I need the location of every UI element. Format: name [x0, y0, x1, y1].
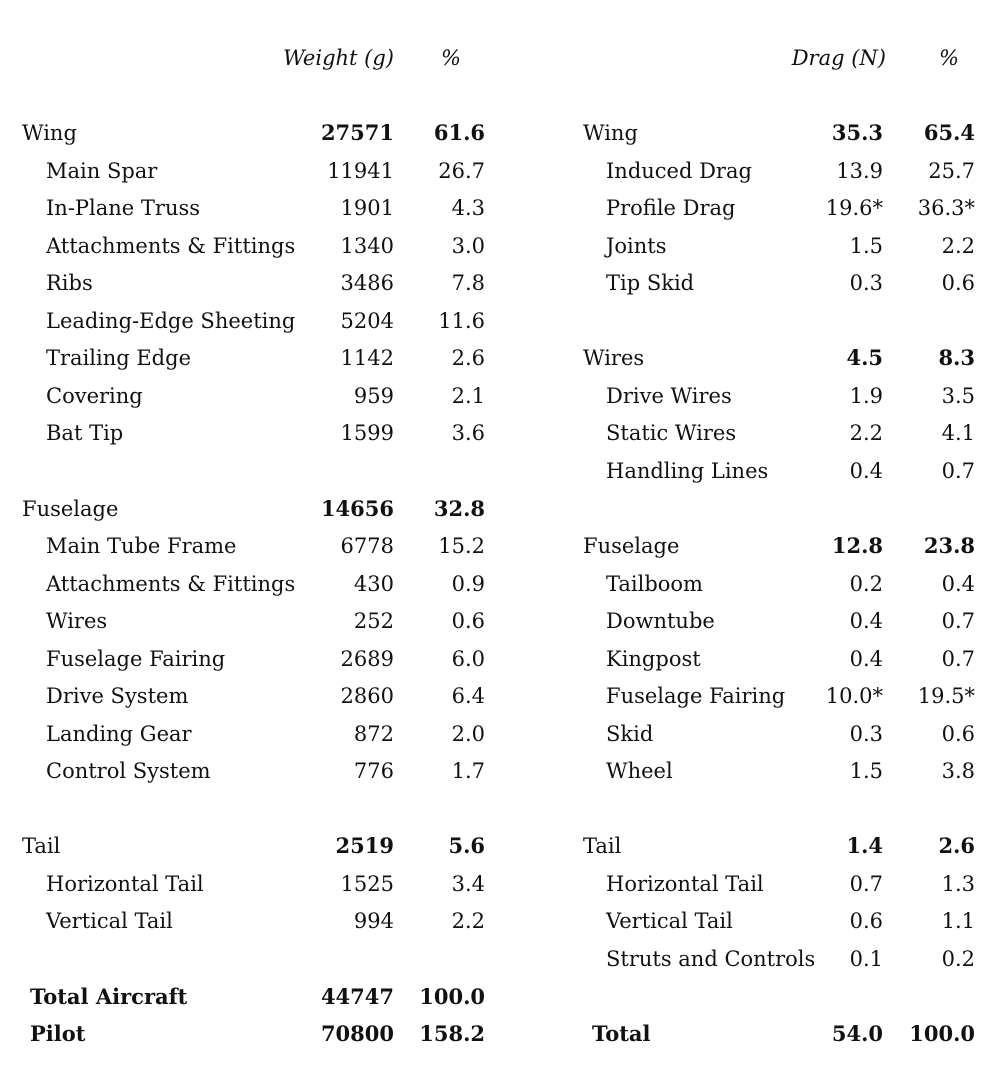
drag-row-value: 0.6	[849, 909, 883, 933]
drag-row-label: Induced Drag	[606, 159, 752, 183]
drag-row-percent: 8.3	[938, 345, 975, 370]
drag-row-percent: 3.8	[941, 759, 975, 783]
drag-row-percent: 0.2	[941, 947, 975, 971]
weight-row-value: 1340	[340, 234, 394, 258]
drag-row-value: 0.3	[849, 271, 883, 295]
weight-row-label: Fuselage	[22, 497, 119, 521]
drag-row-label: Fuselage	[583, 534, 680, 558]
weight-value-header: Weight (g)	[283, 46, 394, 70]
weight-row-value: 6778	[340, 534, 394, 558]
weight-row-label: Trailing Edge	[46, 346, 192, 370]
drag-row-percent: 36.3*	[917, 196, 975, 220]
drag-row-value: 0.2	[849, 572, 883, 596]
drag-row-percent: 0.7	[941, 459, 975, 483]
weight-row-value: 872	[353, 722, 394, 746]
weight-row-label: Horizontal Tail	[46, 872, 204, 896]
drag-row-percent: 4.1	[941, 421, 975, 445]
weight-row-label: Main Spar	[46, 159, 158, 183]
weight-row-percent: 6.0	[451, 647, 485, 671]
weight-row-label: Tail	[22, 834, 61, 858]
weight-row-label: Total Aircraft	[30, 984, 188, 1009]
drag-row-label: Static Wires	[606, 421, 737, 445]
weight-row-value: 5204	[340, 309, 394, 333]
drag-row-percent: 23.8	[923, 533, 975, 558]
drag-row-percent: 0.6	[941, 722, 975, 746]
drag-row-percent: 100.0	[909, 1021, 975, 1046]
weight-row-label: In-Plane Truss	[46, 196, 201, 220]
weight-row-value: 70800	[320, 1021, 394, 1046]
drag-row-percent: 0.7	[941, 609, 975, 633]
weight-row-percent: 7.8	[451, 271, 485, 295]
weight-row-percent: 3.4	[451, 872, 485, 896]
drag-row-label: Drive Wires	[606, 384, 732, 408]
weight-row-percent: 2.6	[451, 346, 485, 370]
weight-row-value: 994	[353, 909, 394, 933]
drag-row-percent: 3.5	[941, 384, 975, 408]
drag-row-percent: 0.7	[941, 647, 975, 671]
drag-row-value: 1.4	[846, 833, 883, 858]
drag-row-label: Tip Skid	[606, 271, 695, 295]
weight-row-value: 11941	[327, 159, 394, 183]
weight-row-percent: 11.6	[438, 309, 485, 333]
drag-row-label: Skid	[606, 722, 654, 746]
weight-row-value: 959	[353, 384, 394, 408]
weight-row-label: Covering	[46, 384, 143, 408]
weight-row-percent: 32.8	[433, 496, 485, 521]
weight-row-percent: 5.6	[448, 833, 485, 858]
weight-row-label: Wires	[46, 609, 108, 633]
drag-row-label: Tail	[583, 834, 622, 858]
drag-row-value: 1.9	[849, 384, 883, 408]
drag-row-percent: 1.1	[941, 909, 975, 933]
weight-percent-header: %	[441, 46, 461, 70]
drag-row-label: Downtube	[606, 609, 715, 633]
weight-row-label: Leading-Edge Sheeting	[46, 309, 296, 333]
drag-row-value: 54.0	[831, 1021, 883, 1046]
weight-row-label: Control System	[46, 759, 211, 783]
drag-row-value: 0.7	[849, 872, 883, 896]
drag-row-label: Wheel	[606, 759, 673, 783]
weight-row-percent: 15.2	[438, 534, 485, 558]
drag-row-percent: 25.7	[928, 159, 975, 183]
drag-row-label: Profile Drag	[606, 196, 736, 220]
drag-row-value: 35.3	[831, 120, 883, 145]
weight-row-percent: 2.2	[451, 909, 485, 933]
drag-row-value: 0.4	[849, 609, 883, 633]
weight-row-value: 44747	[320, 984, 394, 1009]
drag-row-label: Total	[592, 1021, 651, 1046]
weight-row-value: 3486	[340, 271, 394, 295]
weight-row-percent: 158.2	[419, 1021, 485, 1046]
drag-row-value: 4.5	[846, 345, 883, 370]
drag-row-value: 13.9	[836, 159, 883, 183]
weight-row-percent: 1.7	[451, 759, 485, 783]
drag-row-percent: 2.2	[941, 234, 975, 258]
weight-row-percent: 26.7	[438, 159, 485, 183]
drag-row-label: Kingpost	[606, 647, 701, 671]
drag-row-label: Tailboom	[606, 572, 703, 596]
weight-row-value: 2860	[340, 684, 394, 708]
weight-row-value: 1142	[340, 346, 394, 370]
drag-row-label: Wires	[583, 346, 645, 370]
weight-row-percent: 6.4	[451, 684, 485, 708]
weight-row-label: Bat Tip	[46, 421, 124, 445]
drag-row-value: 2.2	[849, 421, 883, 445]
drag-row-label: Vertical Tail	[606, 909, 733, 933]
weight-row-value: 430	[353, 572, 394, 596]
weight-row-label: Main Tube Frame	[46, 534, 237, 558]
drag-row-value: 10.0*	[825, 684, 883, 708]
drag-row-label: Joints	[606, 234, 667, 258]
drag-row-percent: 65.4	[923, 120, 975, 145]
drag-row-value: 0.4	[849, 459, 883, 483]
drag-row-percent: 0.4	[941, 572, 975, 596]
weight-row-label: Attachments & Fittings	[46, 572, 296, 596]
drag-value-header: Drag (N)	[791, 46, 886, 70]
drag-row-value: 0.4	[849, 647, 883, 671]
weight-row-label: Drive System	[46, 684, 189, 708]
drag-row-value: 19.6*	[825, 196, 883, 220]
drag-row-label: Horizontal Tail	[606, 872, 764, 896]
weight-row-percent: 2.0	[451, 722, 485, 746]
weight-row-value: 1525	[340, 872, 394, 896]
drag-row-value: 0.3	[849, 722, 883, 746]
drag-row-value: 1.5	[849, 759, 883, 783]
drag-row-value: 0.1	[849, 947, 883, 971]
drag-row-percent: 0.6	[941, 271, 975, 295]
weight-row-value: 252	[353, 609, 394, 633]
weight-row-percent: 0.6	[451, 609, 485, 633]
drag-row-label: Fuselage Fairing	[606, 684, 786, 708]
weight-row-percent: 3.6	[451, 421, 485, 445]
drag-percent-header: %	[939, 46, 959, 70]
weight-row-value: 2519	[335, 833, 394, 858]
drag-row-value: 1.5	[849, 234, 883, 258]
weight-row-label: Pilot	[30, 1021, 86, 1046]
weight-row-value: 2689	[340, 647, 394, 671]
drag-row-label: Handling Lines	[606, 459, 769, 483]
drag-row-label: Wing	[583, 121, 638, 145]
weight-row-label: Attachments & Fittings	[46, 234, 296, 258]
weight-row-value: 1901	[340, 196, 394, 220]
drag-row-label: Struts and Controls	[606, 947, 816, 971]
weight-row-percent: 100.0	[419, 984, 485, 1009]
weight-row-value: 1599	[340, 421, 394, 445]
weight-row-percent: 4.3	[451, 196, 485, 220]
weight-row-label: Wing	[22, 121, 77, 145]
drag-row-percent: 19.5*	[917, 684, 975, 708]
weight-row-label: Ribs	[46, 271, 93, 295]
weight-row-percent: 61.6	[433, 120, 485, 145]
weight-row-label: Landing Gear	[46, 722, 192, 746]
weight-row-value: 27571	[320, 120, 394, 145]
weight-row-percent: 3.0	[451, 234, 485, 258]
weight-row-percent: 2.1	[451, 384, 485, 408]
weight-row-value: 776	[353, 759, 394, 783]
weight-row-label: Fuselage Fairing	[46, 647, 226, 671]
drag-row-percent: 2.6	[938, 833, 975, 858]
drag-row-percent: 1.3	[941, 872, 975, 896]
weight-row-percent: 0.9	[451, 572, 485, 596]
weight-row-label: Vertical Tail	[46, 909, 173, 933]
weight-row-value: 14656	[320, 496, 394, 521]
drag-row-value: 12.8	[831, 533, 883, 558]
